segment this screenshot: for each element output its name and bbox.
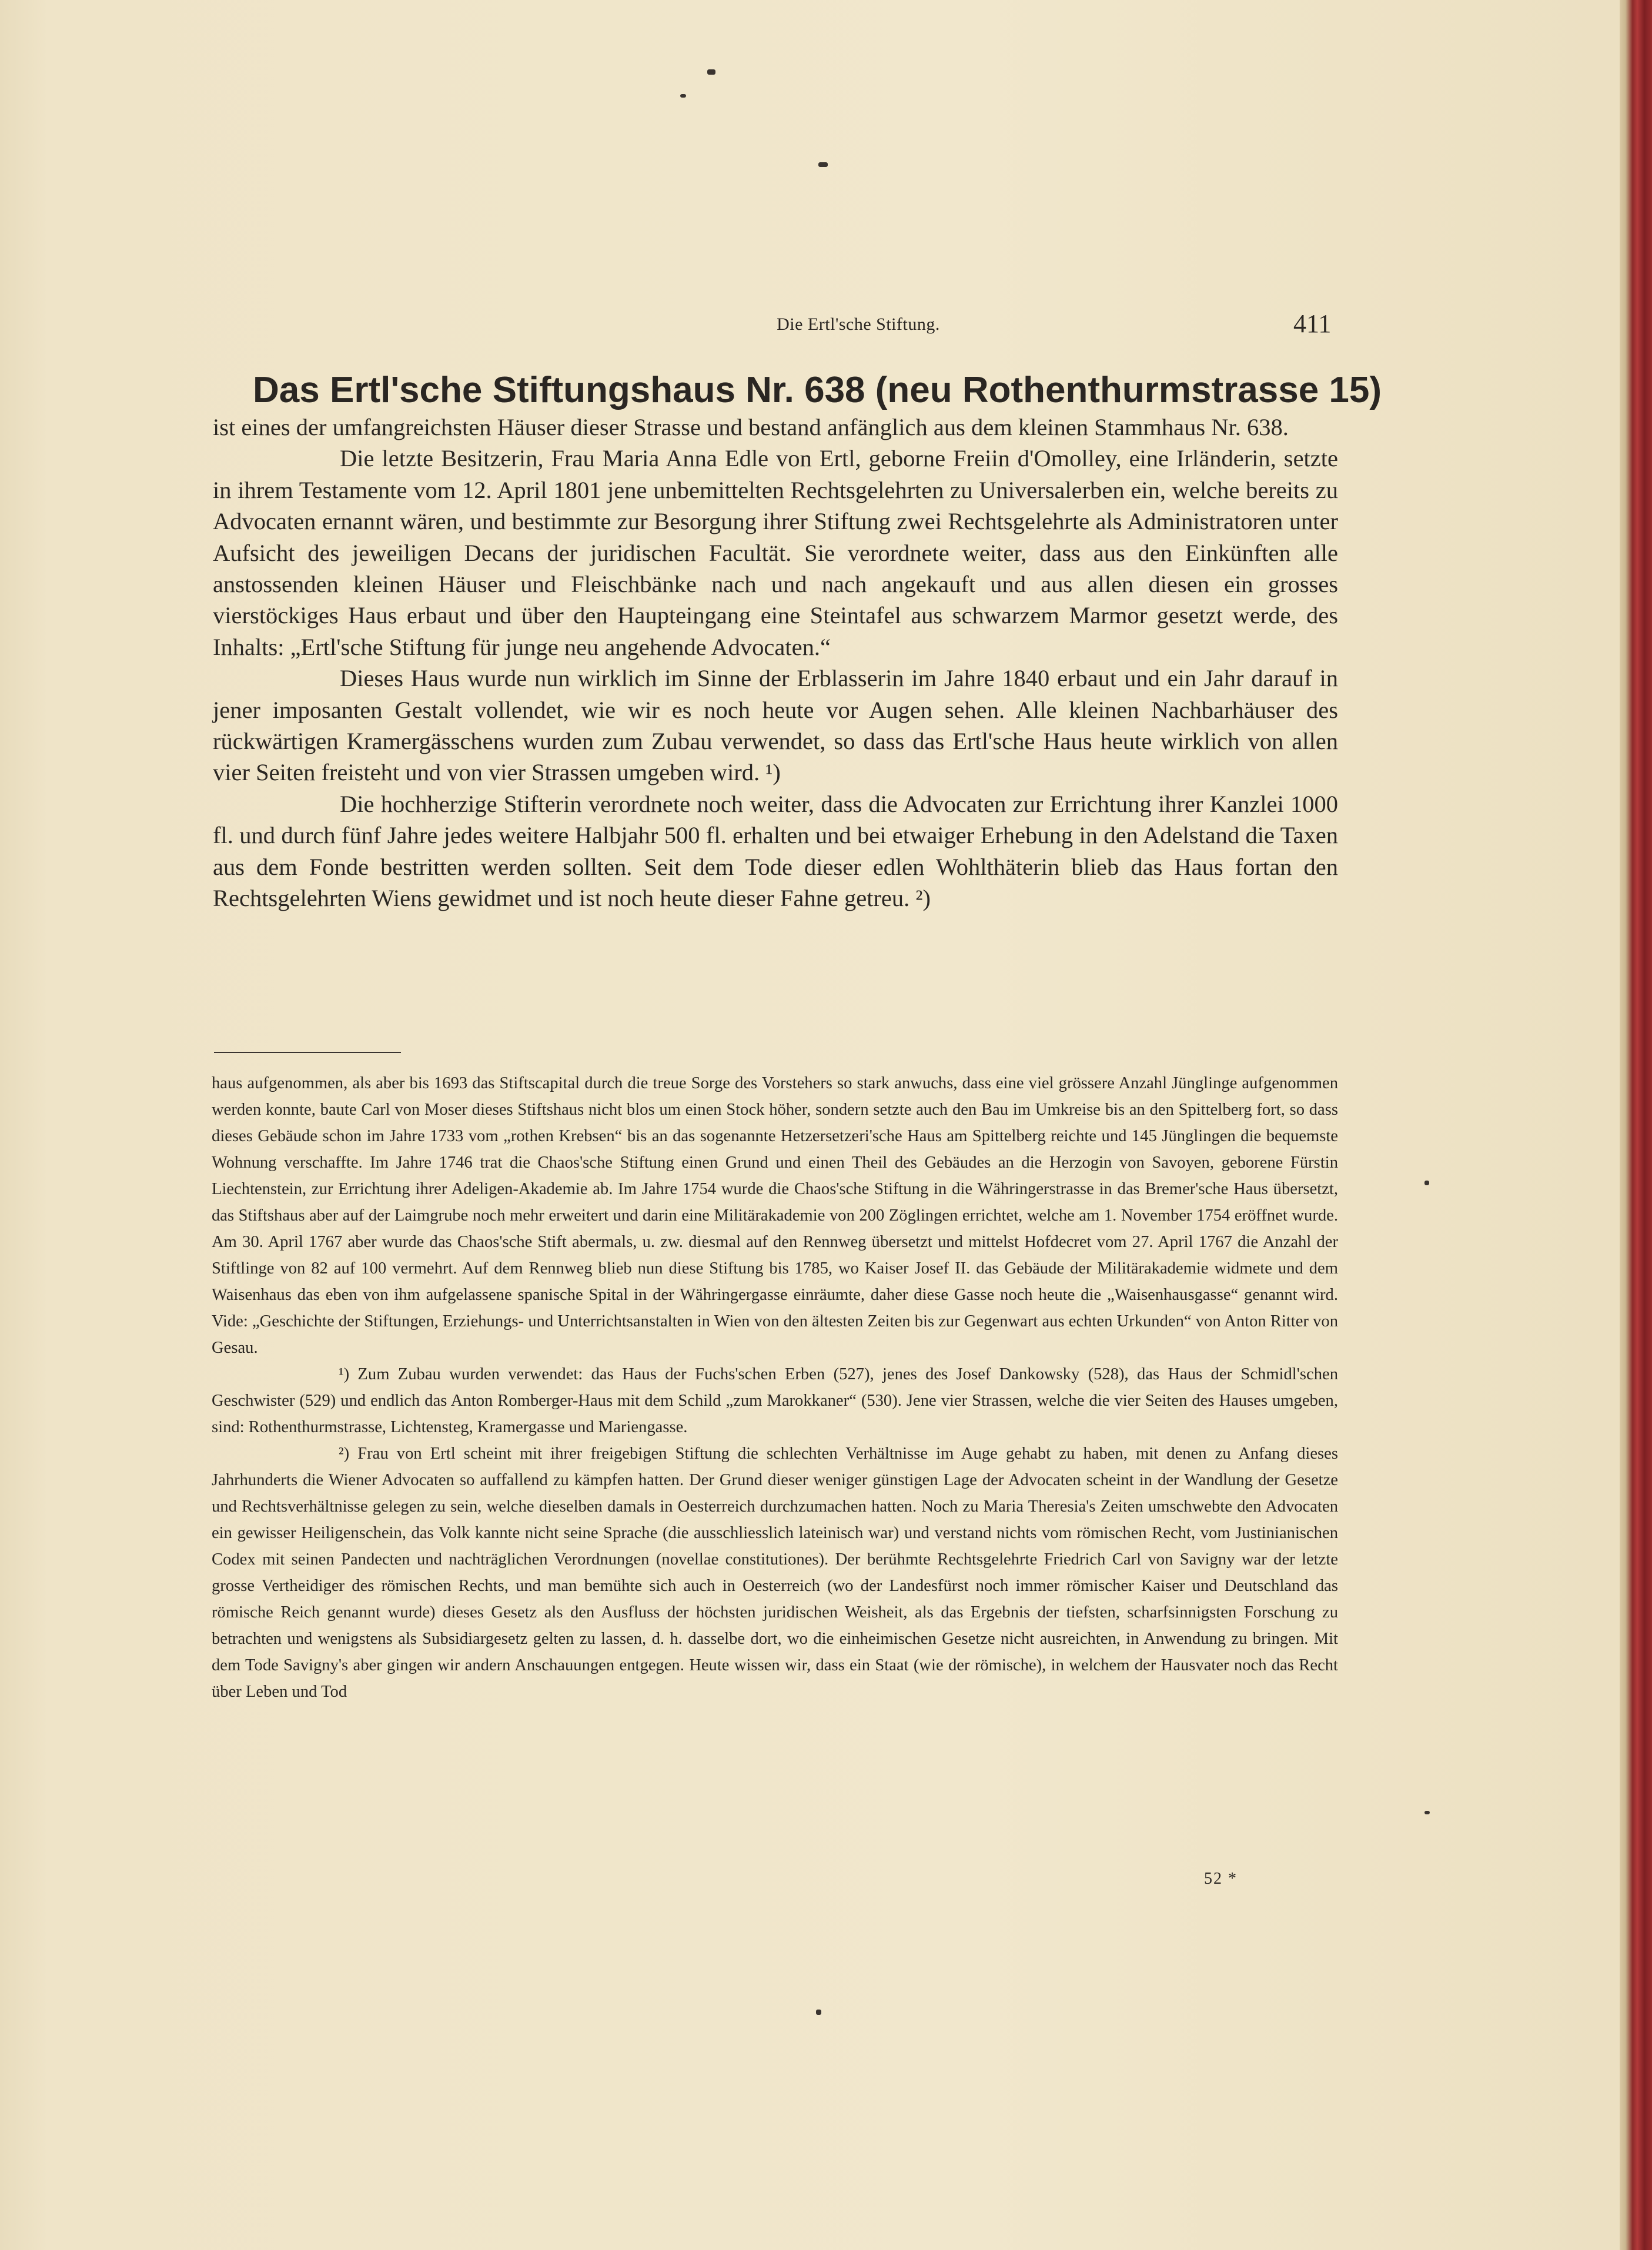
paragraph: Die letzte Besitzerin, Frau Maria Anna Edle von Ertl, geborne Freiin d'Omolley, eine Irländerin, setzte in ihrem Testamente vom 12. April 1801 jene unbemittelten Rechtsgelehrten zu Universalerben ein, welche bereits zu Advocaten ernannt wären, und bestimmte zur Besorgung ihrer Stiftung zwei Rechtsgelehrte als Administratoren unter Aufsicht des jeweiligen Decans der juridischen Facultät. Sie verordnete weiter, dass aus den Einkünften alle anstossenden kleinen Häuser und Fleischbänke nach und nach angekauft und aus allen diesen ein grosses vierstöckiges Haus erbaut und über den Haupteingang eine Steintafel aus schwarzem Marmor gesetzt werde, des Inhalts: „Ertl'sche Stiftung für junge neu angehende Advocaten.“ bbox=[213, 445, 1338, 660]
ink-speck bbox=[1424, 1181, 1429, 1185]
running-header: Die Ertl'sche Stiftung. bbox=[777, 315, 940, 334]
footnote: haus aufgenommen, als aber bis 1693 das Stiftscapital durch die treue Sorge des Vorstehers so stark anwuchs, dass eine viel grössere Anzahl Jünglinge aufgenommen werden konnte, baute Carl von Moser dieses Stiftshaus nicht blos um einen Stock höher, sondern setzte auch den Bau im Umkreise bis an den Spittelberg fort, so dass dieses Gebäude schon im Jahre 1733 vom „rothen Krebsen“ bis an das sogenannte Hetzersetzeri'sche Haus am Spittelberg reichte und 145 Jünglingen die bequemste Wohnung verschaffte. Im Jahre 1746 trat die Chaos'sche Stiftung einen Grund und einen Theil des Gebäudes an die Herzogin von Savoyen, geborene Fürstin Liechtenstein, zur Errichtung ihrer Adeligen-Akademie ab. Im Jahre 1754 wurde die Chaos'sche Stiftung in die Währingerstrasse in das Bremer'sche Haus übersetzt, das Stiftshaus aber auf der Laimgrube noch mehr erweitert und darin eine Militärakademie von 200 Zöglingen errichtet, welche am 1. November 1754 eröffnet wurde. Am 30. April 1767 aber wurde das Chaos'sche Stift abermals, u. zw. diesmal auf den Rennweg übersetzt und mittelst Hofdecret vom 27. April 1767 die Anzahl der Stiftlinge von 82 auf 100 vermehrt. Auf dem Rennweg blieb nun diese Stiftung bis 1785, wo Kaiser Josef II. das Gebäude der Militärakademie widmete und dem Waisenhaus das eben von ihm aufgelassene spanische Spital in der Währingergasse einräumte, daher diese Gasse noch heute die „Waisenhausgasse“ genannt wird. Vide: „Geschichte der Stiftungen, Erziehungs- und Unterrichtsanstalten in Wien von den ältesten Zeiten bis zur Gegenwart aus echten Urkunden“ von Anton Ritter von Gesau. bbox=[212, 1074, 1338, 1357]
paragraph: Die hochherzige Stifterin verordnete noch weiter, dass die Advocaten zur Errichtung ihrer Kanzlei 1000 fl. und durch fünf Jahre jedes weitere Halbjahr 500 fl. erhalten und bei etwaiger Erhebung in den Adelstand die Taxen aus dem Fonde bestritten werden sollten. Seit dem Tode dieser edlen Wohlthäterin blieb das Haus fortan den Rechtsgelehrten Wiens gewidmet und ist noch heute dieser Fahne getreu. ²) bbox=[213, 790, 1338, 912]
main-text bbox=[213, 412, 1338, 914]
book-binding-edge bbox=[1620, 0, 1652, 2250]
ink-speck bbox=[818, 162, 828, 167]
footnote: ¹) Zum Zubau wurden verwendet: das Haus der Fuchs'schen Erben (527), jenes des Josef Dankowsky (528), das Haus der Schmidl'schen Geschwister (529) und endlich das Anton Romberger-Haus mit dem Schild „zum Marokkaner“ (530). Jene vier Strassen, welche die vier Seiten des Hauses umgeben, sind: Rothenthurmstrasse, Lichtensteg, Kramergasse und Mariengasse. bbox=[212, 1365, 1338, 1436]
signature-mark: 52 * bbox=[1204, 1870, 1238, 1888]
ink-speck bbox=[1424, 1811, 1430, 1814]
section-title: Das Ertl'sche Stiftungshaus Nr. 638 (neu Rothenthurmstrasse 15) bbox=[253, 370, 1382, 410]
page-number: 411 bbox=[1293, 309, 1332, 338]
paragraph: Dieses Haus wurde nun wirklich im Sinne der Erblasserin im Jahre 1840 erbaut und ein Jahr darauf in jener imposanten Gestalt vollendet, wie wir es noch heute vor Augen sehen. Alle kleinen Nachbarhäuser des rückwärtigen Kramergässchens wurden zum Zubau verwendet, so dass das Ertl'sche Haus heute wirklich von allen vier Seiten freisteht und von vier Strassen umgeben wird. ¹) bbox=[213, 665, 1338, 786]
footnote-divider bbox=[214, 1052, 401, 1053]
ink-speck bbox=[707, 69, 715, 75]
ink-speck bbox=[816, 2010, 821, 2015]
ink-speck bbox=[680, 94, 686, 98]
paragraph: ist eines der umfangreichsten Häuser dieser Strasse und bestand anfänglich aus dem kleinen Stammhaus Nr. 638. bbox=[213, 414, 1289, 440]
footnote: ²) Frau von Ertl scheint mit ihrer freigebigen Stiftung die schlechten Verhältnisse im Auge gehabt zu haben, mit denen zu Anfang dieses Jahrhunderts die Wiener Advocaten so auffallend zu kämpfen hatten. Der Grund dieser weniger günstigen Lage der Advocaten scheint in der Wandlung der Gesetze und Rechtsverhältnisse gelegen zu sein, welche dieselben damals in Oesterreich durchzumachen hatten. Noch zu Maria Theresia's Zeiten umschwebte den Advocaten ein gewisser Heiligenschein, das Volk kannte nicht seine Sprache (die ausschliesslich lateinisch war) und verstand nichts vom römischen Recht, vom Justinianischen Codex mit seinen Pandecten und nachträglichen Verordnungen (novellae constitutiones). Der berühmte Rechtsgelehrte Friedrich Carl von Savigny war der letzte grosse Vertheidiger des römischen Rechts, und man bemühte sich auch in Oesterreich (wo der Landesfürst noch immer römischer Kaiser und Deutschland das römische Reich genannt wurde) dieses Gesetz als den Ausfluss der höchsten juridischen Weisheit, als das Ergebnis der tiefsten, scharfsinnigsten Forschung zu betrachten und wenigstens als Subsidiargesetz gelten zu lassen, d. h. dasselbe dort, wo die einheimischen Gesetze nicht ausreichten, in Anwendung zu bringen. Mit dem Tode Savigny's aber gingen wir andern Anschauungen entgegen. Heute wissen wir, dass ein Staat (wie der römische), in welchem der Hausvater noch das Recht über Leben und Tod bbox=[212, 1445, 1338, 1701]
footnotes bbox=[212, 1070, 1338, 1705]
